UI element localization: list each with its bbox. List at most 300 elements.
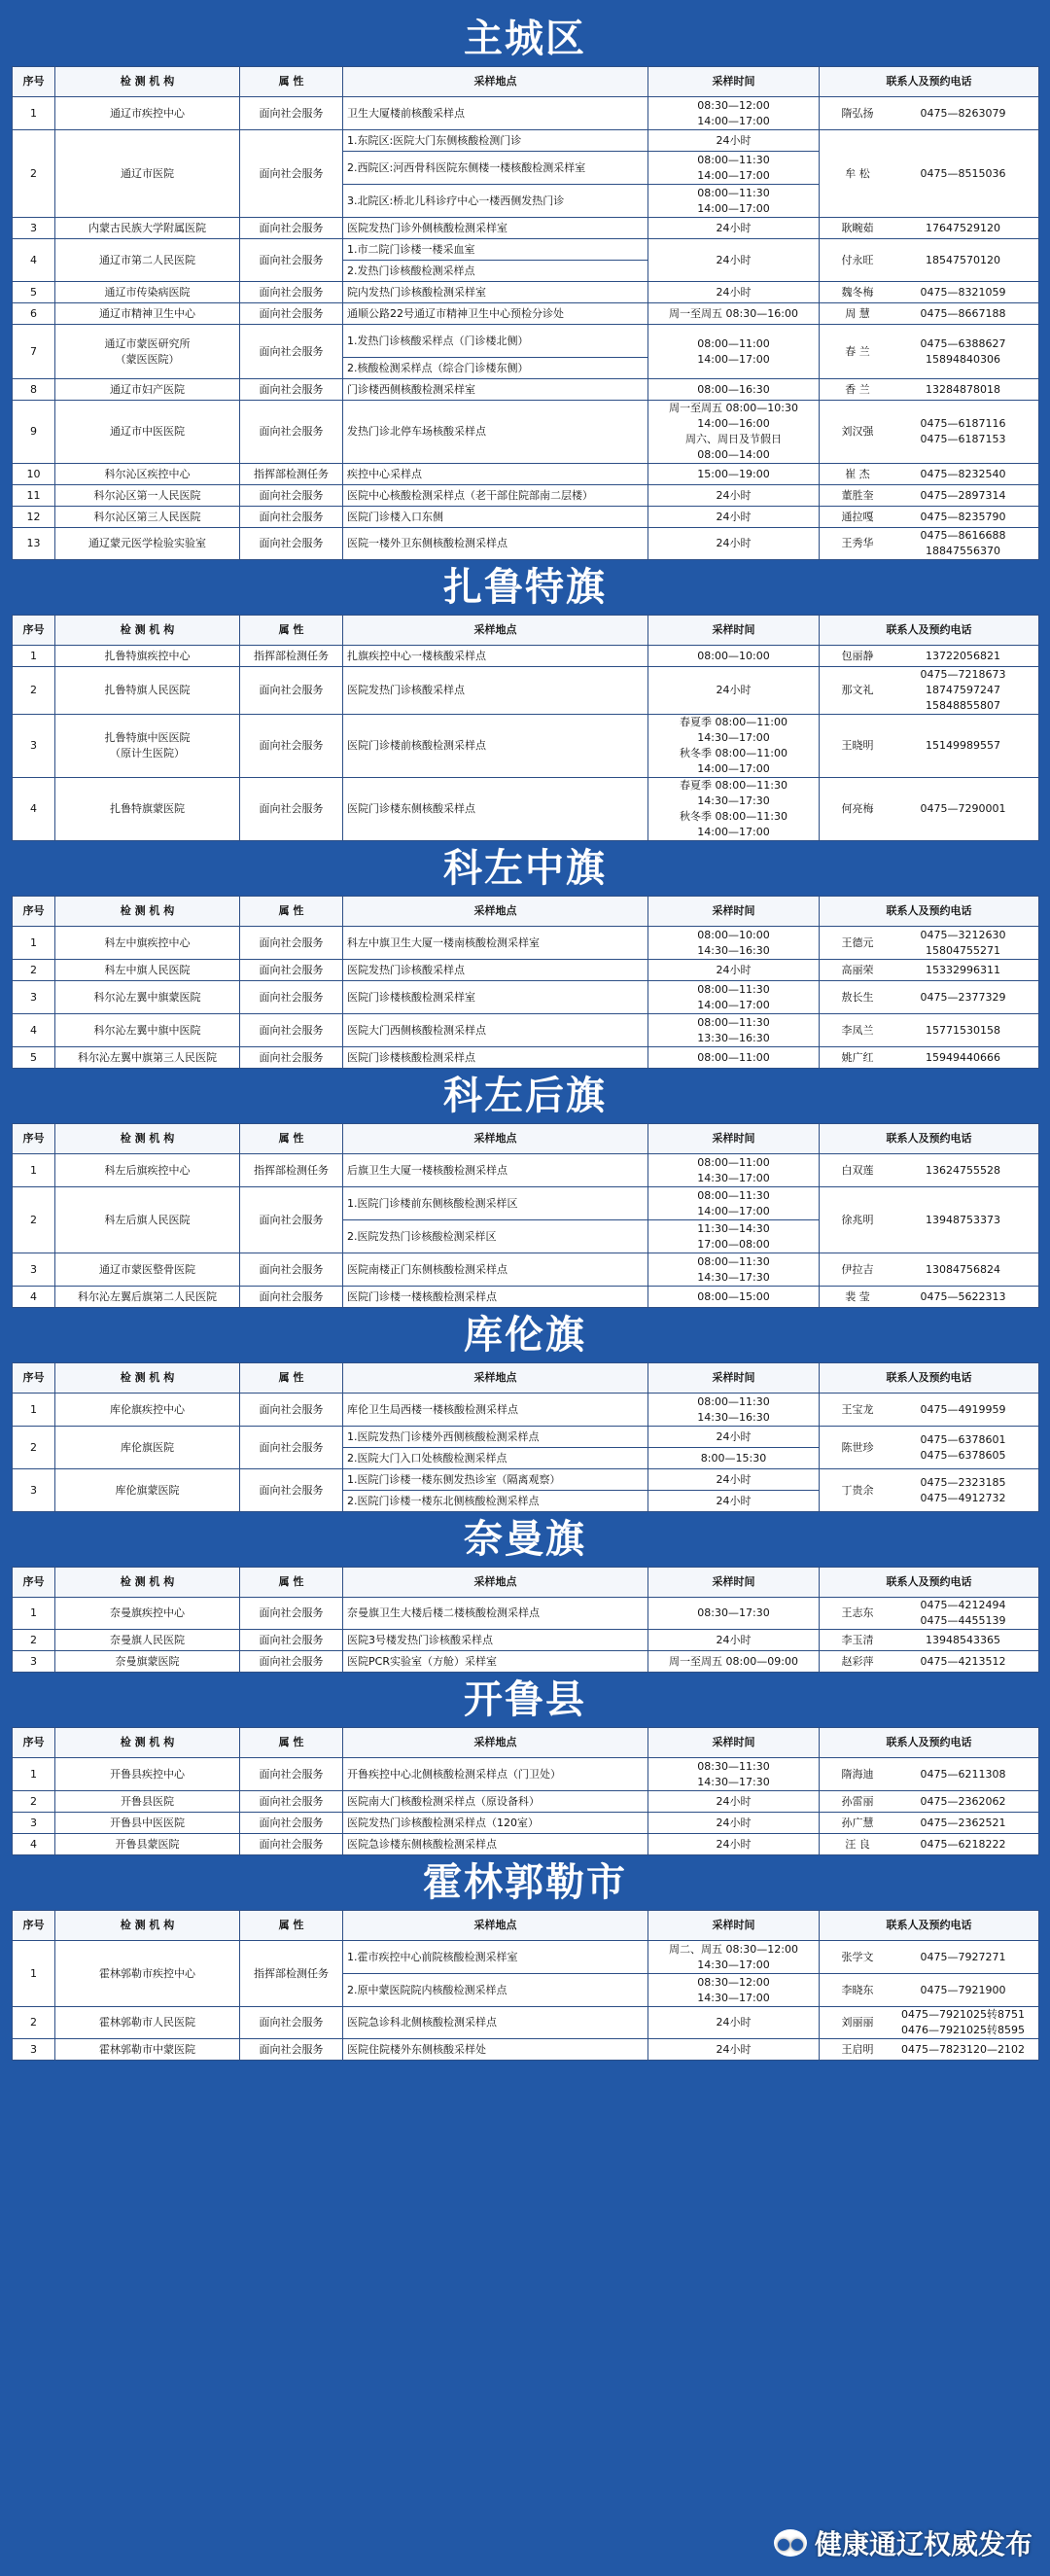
institution-line: 通辽市传染病医院 <box>104 285 191 299</box>
sampling-time <box>648 1834 820 1855</box>
header-row <box>13 897 1039 927</box>
sampling-time <box>648 282 820 303</box>
institution-name <box>55 667 240 715</box>
institution-line: 通辽市疾控中心 <box>110 106 185 120</box>
row-number: 3 <box>13 1253 55 1287</box>
time-line: 14:00—17:00 <box>697 762 770 775</box>
phone-line: 0475—4212494 <box>920 1599 1006 1611</box>
contact-person: 董胜奎 <box>841 488 874 502</box>
row-number: 2 <box>13 2007 55 2039</box>
region-table <box>12 1362 1039 1512</box>
time-line: 11:30—14:30 <box>697 1221 770 1235</box>
contact-person: 李凤兰 <box>841 1023 874 1037</box>
site-line: 医院门诊楼东侧核酸采样点 <box>347 802 475 815</box>
time-line: 17:00—08:00 <box>697 1237 770 1251</box>
contact-person: 隋弘扬 <box>841 106 874 120</box>
service-type: 指挥部检测任务 <box>240 1154 343 1187</box>
sampling-site <box>343 1287 648 1308</box>
contact-person: 那文礼 <box>841 684 874 696</box>
row-number: 2 <box>13 1630 55 1651</box>
time-line: 周一至周五 08:30—16:00 <box>669 306 798 320</box>
service-type: 面向社会服务 <box>240 1651 343 1673</box>
service-type: 面向社会服务 <box>240 97 343 130</box>
contact <box>820 1427 1039 1469</box>
institution-name <box>55 218 240 239</box>
contact <box>820 130 1039 218</box>
phone-line: 13948543365 <box>926 1633 1000 1646</box>
institution-name <box>55 282 240 303</box>
contact <box>820 715 1039 778</box>
contact-phone <box>892 1816 1034 1831</box>
institution-line: （蒙医医院） <box>115 352 180 366</box>
institution-name <box>55 130 240 218</box>
time-line: 24小时 <box>716 684 752 696</box>
contact-person: 王启明 <box>841 2042 874 2056</box>
column-header: 采样地点 <box>343 1728 648 1758</box>
row-number: 4 <box>13 1287 55 1308</box>
time-line: 08:00—15:00 <box>697 1289 770 1303</box>
table-row <box>13 1598 1039 1630</box>
service-type: 面向社会服务 <box>240 1394 343 1427</box>
row-number: 1 <box>13 646 55 667</box>
contact-person: 香 兰 <box>845 382 870 396</box>
time-line: 8:00—15:30 <box>700 1451 767 1464</box>
contact <box>820 1014 1039 1047</box>
sampling-site <box>343 1651 648 1673</box>
contact <box>820 1469 1039 1512</box>
table-row <box>13 485 1039 507</box>
contact-person: 王宝龙 <box>841 1402 874 1416</box>
sampling-site <box>343 97 648 130</box>
table-row <box>13 528 1039 560</box>
institution-line: 奈曼旗人民医院 <box>110 1633 185 1646</box>
table-row <box>13 1791 1039 1813</box>
institution-line: 科尔沁左翼后旗第二人民医院 <box>78 1289 217 1303</box>
column-header: 联系人及预约电话 <box>820 1911 1039 1941</box>
region-title: 扎鲁特旗 <box>12 560 1038 615</box>
institution-line: 科尔沁区疾控中心 <box>104 467 191 480</box>
sampling-time <box>648 1469 820 1491</box>
sampling-site <box>343 1491 648 1512</box>
institution-name <box>55 927 240 960</box>
contact <box>820 1287 1039 1308</box>
institution-line: 奈曼旗蒙医院 <box>115 1654 180 1668</box>
contact-person: 魏冬梅 <box>841 285 874 299</box>
time-line: 14:30—17:30 <box>697 794 770 807</box>
sampling-time <box>648 97 820 130</box>
phone-line: 15804755271 <box>926 943 1000 957</box>
sampling-site <box>343 261 648 282</box>
service-type: 面向社会服务 <box>240 667 343 715</box>
sampling-site <box>343 1834 648 1855</box>
sampling-site <box>343 1791 648 1813</box>
contact <box>820 960 1039 981</box>
contact-person: 徐兆明 <box>841 1213 874 1226</box>
time-line: 24小时 <box>716 253 752 266</box>
site-line: 2.核酸检测采样点（综合门诊楼东侧） <box>347 361 529 374</box>
phone-line: 0475—7290001 <box>920 802 1006 815</box>
institution-name <box>55 981 240 1014</box>
site-line: 2.医院大门入口处核酸检测采样点 <box>347 1451 508 1464</box>
row-number: 9 <box>13 401 55 464</box>
institution-line: 通辽市蒙医整骨医院 <box>99 1262 195 1276</box>
table-row <box>13 1014 1039 1047</box>
phone-line: 0475—2377329 <box>920 990 1006 1004</box>
institution-line: 开鲁县中医医院 <box>110 1816 185 1829</box>
sampling-time <box>648 1014 820 1047</box>
row-number: 2 <box>13 130 55 218</box>
phone-line: 0475—4213512 <box>920 1654 1006 1668</box>
site-line: 门诊楼西侧核酸检测采样室 <box>347 382 475 396</box>
contact <box>820 1187 1039 1253</box>
sampling-time <box>648 1598 820 1630</box>
header-row <box>13 616 1039 646</box>
site-line: 医院3号楼发热门诊核酸采样点 <box>347 1633 493 1646</box>
phone-line: 0475—8515036 <box>920 166 1006 180</box>
sampling-site <box>343 528 648 560</box>
table-row <box>13 1834 1039 1855</box>
service-type: 面向社会服务 <box>240 1047 343 1069</box>
site-line: 医院急诊楼东侧核酸检测采样点 <box>347 1837 497 1851</box>
table-row <box>13 282 1039 303</box>
phone-line: 0475—4455139 <box>920 1614 1006 1627</box>
phone-line: 13284878018 <box>926 382 1000 396</box>
column-header: 序号 <box>13 1911 55 1941</box>
phone-line: 0475—8235790 <box>920 510 1006 523</box>
region-table <box>12 1727 1039 1855</box>
sampling-time <box>648 981 820 1014</box>
sampling-time <box>648 1287 820 1308</box>
service-type: 面向社会服务 <box>240 1014 343 1047</box>
column-header: 序号 <box>13 897 55 927</box>
institution-name <box>55 303 240 325</box>
site-line: 医院门诊楼核酸检测采样室 <box>347 990 475 1004</box>
contact-person: 王志东 <box>841 1606 874 1619</box>
institution-name <box>55 715 240 778</box>
contact <box>820 1791 1039 1813</box>
time-line: 14:30—17:00 <box>697 1958 770 1971</box>
service-type: 面向社会服务 <box>240 1287 343 1308</box>
contact <box>820 1394 1039 1427</box>
phone-line: 0475—6378605 <box>920 1448 1006 1462</box>
institution-name <box>55 1427 240 1469</box>
contact-phone <box>892 528 1034 559</box>
site-line: 1.东院区:医院大门东侧核酸检测门诊 <box>347 133 522 147</box>
row-number: 2 <box>13 960 55 981</box>
time-line: 24小时 <box>716 2042 752 2056</box>
time-line: 14:00—17:00 <box>697 114 770 127</box>
time-line: 周一至周五 08:00—10:30 <box>669 402 798 414</box>
column-header: 联系人及预约电话 <box>820 1124 1039 1154</box>
contact-phone <box>892 990 1034 1006</box>
contact <box>820 1758 1039 1791</box>
site-line: 2.西院区:河西骨科医院东侧楼一楼核酸检测采样室 <box>347 160 586 174</box>
contact-phone <box>892 336 1034 368</box>
site-line: 医院PCR实验室（方舱）采样室 <box>347 1654 497 1668</box>
contact-phone <box>892 306 1034 322</box>
contact-person: 牟 松 <box>845 166 870 180</box>
institution-name <box>55 2007 240 2039</box>
contact-person: 李玉清 <box>841 1633 874 1646</box>
time-line: 24小时 <box>716 1633 752 1646</box>
institution-name <box>55 1187 240 1253</box>
sampling-site <box>343 1014 648 1047</box>
sampling-site <box>343 1220 648 1253</box>
sampling-time <box>648 927 820 960</box>
column-header: 属 性 <box>240 616 343 646</box>
institution-line: 科尔沁区第三人民医院 <box>93 510 201 523</box>
institution-line: 科尔沁左翼中旗蒙医院 <box>93 990 201 1004</box>
sampling-site <box>343 1187 648 1220</box>
row-number: 1 <box>13 97 55 130</box>
time-line: 24小时 <box>716 1837 752 1851</box>
row-number: 1 <box>13 1758 55 1791</box>
contact-phone <box>892 1050 1034 1066</box>
contact-phone <box>892 928 1034 959</box>
table-row <box>13 401 1039 464</box>
institution-line: 科尔沁左翼中旗中医院 <box>93 1023 201 1037</box>
sampling-site <box>343 2007 648 2039</box>
sampling-time <box>648 303 820 325</box>
table-row <box>13 927 1039 960</box>
contact-phone <box>892 1598 1034 1629</box>
contact-phone <box>892 467 1034 482</box>
service-type: 指挥部检测任务 <box>240 1941 343 2007</box>
contact-phone <box>892 166 1034 182</box>
column-header: 采样时间 <box>648 1568 820 1598</box>
sampling-time <box>648 1791 820 1813</box>
contact-person: 付永旺 <box>841 253 874 266</box>
phone-line: 0475—6187116 <box>920 417 1006 430</box>
table-row <box>13 239 1039 261</box>
sampling-time <box>648 528 820 560</box>
row-number: 2 <box>13 1187 55 1253</box>
phone-line: 15848855807 <box>926 699 1000 712</box>
phone-line: 15771530158 <box>926 1023 1000 1037</box>
column-header: 联系人及预约电话 <box>820 1728 1039 1758</box>
row-number: 3 <box>13 1469 55 1512</box>
table-row <box>13 1469 1039 1491</box>
sampling-time <box>648 646 820 667</box>
time-line: 春夏季 08:00—11:30 <box>680 779 788 792</box>
time-line: 24小时 <box>716 1472 752 1486</box>
contact <box>820 239 1039 282</box>
time-line: 14:00—17:00 <box>697 352 770 366</box>
phone-line: 0475—2362521 <box>920 1816 1006 1829</box>
sampling-site <box>343 667 648 715</box>
institution-name <box>55 97 240 130</box>
phone-line: 0475—6378601 <box>920 1432 1006 1446</box>
institution-line: 内蒙古民族大学附属医院 <box>88 221 206 234</box>
column-header: 采样地点 <box>343 1568 648 1598</box>
service-type: 面向社会服务 <box>240 1427 343 1469</box>
column-header: 检 测 机 构 <box>55 1911 240 1941</box>
time-line: 24小时 <box>716 133 752 147</box>
institution-name <box>55 1651 240 1673</box>
time-line: 24小时 <box>716 1429 752 1443</box>
sampling-time <box>648 1448 820 1469</box>
institution-name <box>55 1791 240 1813</box>
phone-line: 0475—6388627 <box>920 336 1006 350</box>
sampling-site <box>343 464 648 485</box>
contact-person: 白双莲 <box>841 1163 874 1177</box>
contact <box>820 325 1039 379</box>
institution-line: 霍林郭勒市疾控中心 <box>99 1966 195 1980</box>
service-type: 面向社会服务 <box>240 1813 343 1834</box>
contact-person: 包丽静 <box>841 649 874 662</box>
time-line: 14:00—17:00 <box>697 168 770 182</box>
time-line: 08:30—12:00 <box>697 1975 770 1989</box>
institution-line: 通辽市第二人民医院 <box>99 253 195 266</box>
site-line: 1.发热门诊核酸采样点（门诊楼北侧） <box>347 334 529 347</box>
row-number: 12 <box>13 507 55 528</box>
institution-line: 通辽市蒙医研究所 <box>104 336 191 350</box>
sampling-site <box>343 130 648 152</box>
sampling-time <box>648 1491 820 1512</box>
institution-name <box>55 239 240 282</box>
phone-line: 17647529120 <box>926 221 1000 234</box>
row-number: 7 <box>13 325 55 379</box>
sampling-site <box>343 715 648 778</box>
sampling-time <box>648 185 820 218</box>
institution-line: 扎鲁特旗中医医院 <box>104 731 191 744</box>
table-row <box>13 1187 1039 1220</box>
column-header: 联系人及预约电话 <box>820 897 1039 927</box>
time-line: 14:00—17:00 <box>697 201 770 215</box>
contact <box>820 282 1039 303</box>
institution-line: 库伦旗医院 <box>121 1440 174 1454</box>
contact-person: 裴 莹 <box>845 1289 870 1303</box>
contact-person: 王晓明 <box>841 739 874 752</box>
time-line: 08:00—10:00 <box>697 928 770 941</box>
institution-name <box>55 1469 240 1512</box>
time-line: 14:30—16:30 <box>697 943 770 957</box>
sampling-site <box>343 2039 648 2061</box>
column-header: 联系人及预约电话 <box>820 616 1039 646</box>
sampling-time <box>648 1813 820 1834</box>
phone-line: 0475—2323185 <box>920 1475 1006 1489</box>
service-type: 面向社会服务 <box>240 303 343 325</box>
row-number: 3 <box>13 981 55 1014</box>
time-line: 24小时 <box>716 537 752 549</box>
column-header: 属 性 <box>240 1728 343 1758</box>
column-header: 采样时间 <box>648 1728 820 1758</box>
service-type: 面向社会服务 <box>240 528 343 560</box>
phone-line: 0475—6211308 <box>920 1767 1006 1781</box>
region-table <box>12 896 1039 1069</box>
sampling-time <box>648 325 820 379</box>
region-table <box>12 1567 1039 1673</box>
time-line: 秋冬季 08:00—11:00 <box>680 747 788 759</box>
institution-name <box>55 1287 240 1308</box>
service-type: 面向社会服务 <box>240 1253 343 1287</box>
row-number: 4 <box>13 239 55 282</box>
site-line: 库伦卫生局西楼一楼核酸检测采样点 <box>347 1402 518 1416</box>
column-header: 检 测 机 构 <box>55 1124 240 1154</box>
contact <box>820 1974 1039 2007</box>
time-line: 24小时 <box>716 510 752 523</box>
institution-line: 库伦旗疾控中心 <box>110 1402 185 1416</box>
sampling-site <box>343 1598 648 1630</box>
phone-line: 0475—8616688 <box>920 529 1006 542</box>
time-line: 周二、周五 08:30—12:00 <box>669 1942 798 1956</box>
contact-phone <box>892 2042 1034 2058</box>
sampling-site <box>343 1974 648 2007</box>
service-type: 面向社会服务 <box>240 927 343 960</box>
site-line: 医院门诊楼核酸检测采样点 <box>347 1050 475 1064</box>
time-line: 24小时 <box>716 221 752 234</box>
table-row <box>13 1154 1039 1187</box>
time-line: 08:00—11:30 <box>697 1015 770 1029</box>
institution-name <box>55 528 240 560</box>
sampling-site <box>343 507 648 528</box>
contact <box>820 401 1039 464</box>
time-line: 08:30—12:00 <box>697 98 770 112</box>
contact-phone <box>892 1767 1034 1782</box>
contact-person: 刘丽丽 <box>841 2016 874 2029</box>
phone-line: 0475—7921025转8751 <box>901 2008 1025 2021</box>
contact-phone <box>892 1654 1034 1670</box>
column-header: 属 性 <box>240 1363 343 1394</box>
time-line: 14:30—17:00 <box>697 1171 770 1184</box>
contact-person: 高丽荣 <box>841 963 874 976</box>
service-type: 面向社会服务 <box>240 485 343 507</box>
time-line: 08:30—11:30 <box>697 1759 770 1773</box>
contact-phone <box>892 649 1034 664</box>
header-row <box>13 1363 1039 1394</box>
service-type: 面向社会服务 <box>240 239 343 282</box>
institution-name <box>55 1758 240 1791</box>
time-line: 14:00—17:00 <box>697 998 770 1011</box>
phone-line: 15149989557 <box>926 739 1000 752</box>
contact-phone <box>892 382 1034 398</box>
contact-phone <box>892 2007 1034 2038</box>
table-row <box>13 1394 1039 1427</box>
sampling-site <box>343 152 648 185</box>
site-line: 3.北院区:桥北儿科诊疗中心一楼西侧发热门诊 <box>347 194 565 207</box>
table-row <box>13 715 1039 778</box>
contact <box>820 1253 1039 1287</box>
service-type: 面向社会服务 <box>240 2007 343 2039</box>
row-number: 1 <box>13 1941 55 2007</box>
table-row <box>13 303 1039 325</box>
contact-person: 孙广慧 <box>841 1816 874 1829</box>
contact <box>820 1813 1039 1834</box>
table-row <box>13 1047 1039 1069</box>
sampling-time <box>648 1427 820 1448</box>
column-header: 序号 <box>13 1568 55 1598</box>
contact-phone <box>892 1289 1034 1305</box>
row-number: 11 <box>13 485 55 507</box>
phone-line: 0475—7921900 <box>920 1983 1006 1996</box>
phone-line: 18847556370 <box>926 545 1000 557</box>
sampling-time <box>648 1941 820 1974</box>
contact <box>820 218 1039 239</box>
institution-line: 开鲁县疾控中心 <box>110 1767 185 1781</box>
service-type: 面向社会服务 <box>240 1469 343 1512</box>
contact-phone <box>892 1262 1034 1278</box>
site-line: 科左中旗卫生大厦一楼南核酸检测采样室 <box>347 935 540 949</box>
sampling-site <box>343 239 648 261</box>
contact-phone <box>892 1950 1034 1965</box>
column-header: 序号 <box>13 67 55 97</box>
contact-phone <box>892 488 1034 504</box>
site-line: 1.医院门诊楼前东侧核酸检测采样区 <box>347 1196 518 1210</box>
region-title: 开鲁县 <box>12 1673 1038 1727</box>
service-type: 指挥部检测任务 <box>240 464 343 485</box>
site-line: 医院门诊楼前核酸检测采样点 <box>347 739 486 752</box>
sampling-site <box>343 981 648 1014</box>
